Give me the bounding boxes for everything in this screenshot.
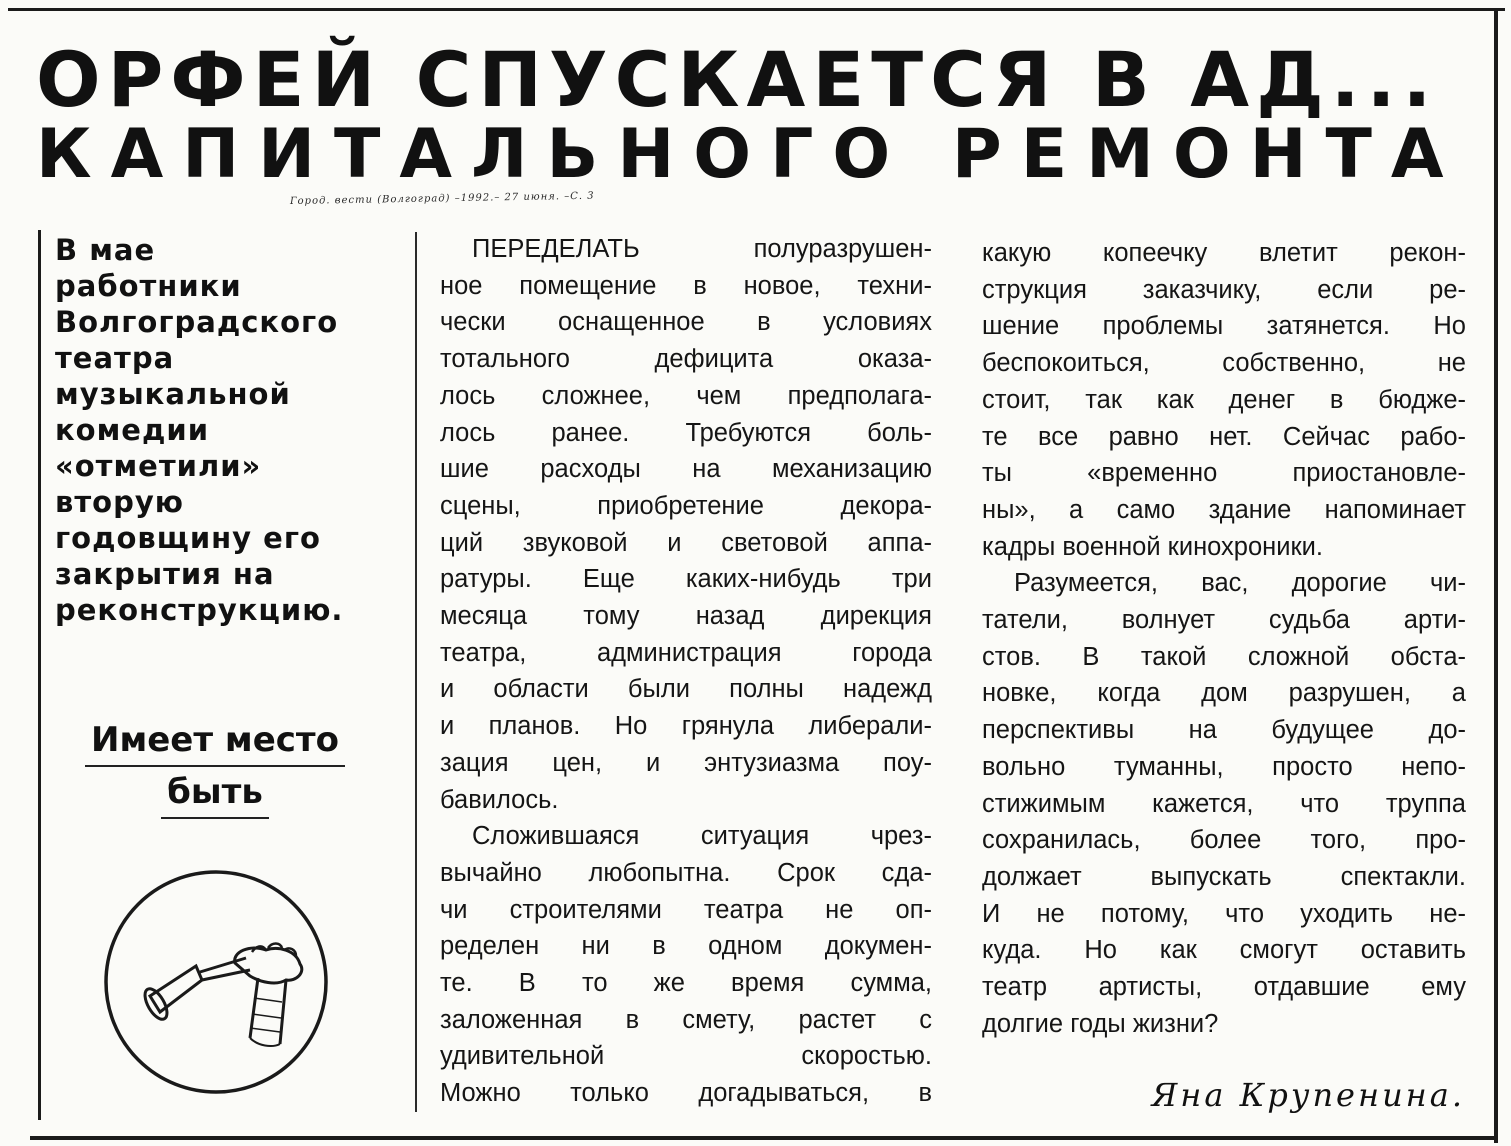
text-line: бавилось. xyxy=(440,785,559,814)
text-line: стоит, так как денег в бюдже- xyxy=(982,385,1466,414)
text-line: ное помещение в новое, техни- xyxy=(440,271,932,300)
trumpet-hand-icon xyxy=(100,868,336,1098)
text-line: беспокоиться, собственно, не xyxy=(982,349,1466,378)
text-line: ций звуковой и световой аппа- xyxy=(440,528,932,557)
text-line: новке, когда дом разрушен, а xyxy=(982,679,1466,708)
text-line: струкция заказчику, если ре- xyxy=(982,275,1466,304)
text-line: должает выпускать спектакли. xyxy=(982,862,1466,891)
text-line: лось сложнее, чем предполага- xyxy=(440,381,932,410)
lead-line: театра xyxy=(55,341,175,375)
text-line: кадры военной кинохроники. xyxy=(982,532,1323,561)
text-line: ратуры. Еще каких-нибудь три xyxy=(440,565,932,594)
lead-line: вторую xyxy=(55,485,184,519)
headline-line-1: ОРФЕЙ СПУСКАЕТСЯ В АД... xyxy=(36,35,1439,124)
text-line: татели, волнует судьба арти- xyxy=(982,606,1466,635)
text-line: театр артисты, отдавшие ему xyxy=(982,973,1466,1002)
lead-line: музыкальной xyxy=(55,377,291,411)
author-signature: Яна Крупенина. xyxy=(1151,1076,1465,1114)
text-line: ты «временно приостановле- xyxy=(982,459,1466,488)
lead-line: работники xyxy=(55,269,242,303)
text-line: сохранилась, более того, про- xyxy=(982,826,1466,855)
text-line: и области были полны надежд xyxy=(440,675,932,704)
text-line: ределен ни в одном докумен- xyxy=(440,932,932,961)
lead-line: комедии xyxy=(55,413,210,447)
handwritten-source-note: Город. вести (Волгоград) –1992.– 27 июня. –С. 3 xyxy=(289,190,595,207)
rubric-line-2: быть xyxy=(161,767,269,819)
text-line: чи строителями театра не оп- xyxy=(440,895,932,924)
lead-line: «отметили» xyxy=(55,449,262,483)
text-line: месяца тому назад дирекция xyxy=(440,602,932,631)
rubric-heading xyxy=(40,715,390,819)
border-right xyxy=(1494,8,1498,1143)
lead-line: В мае xyxy=(55,233,156,267)
article-column-1 xyxy=(440,231,932,1112)
text-line: стижимым кажется, что труппа xyxy=(982,789,1466,818)
column-separator xyxy=(415,232,417,1112)
text-line: заложенная в смету, растет с xyxy=(440,1005,932,1034)
rubric-line-1: Имеет место xyxy=(85,715,345,767)
lead-line: закрытия на xyxy=(55,557,275,591)
text-line: удивительной скоростью. xyxy=(440,1042,932,1071)
text-line: и планов. Но грянула либерали- xyxy=(440,712,932,741)
text-line: И не потому, что уходить не- xyxy=(982,899,1466,928)
lead-line: годовщину его xyxy=(55,521,321,555)
text-line: чески оснащенное в условиях xyxy=(440,308,932,337)
text-line: ны», а само здание напоминает xyxy=(982,495,1466,524)
text-line: Сложившаяся ситуация чрез- xyxy=(472,822,932,851)
headline-line-2: КАПИТАЛЬНОГО РЕМОНТА xyxy=(36,115,1463,194)
text-line: шение проблемы затянется. Но xyxy=(982,312,1466,341)
lead-line: Волгоградского xyxy=(55,305,339,339)
border-top xyxy=(8,8,1505,11)
text-line: те все равно нет. Сейчас рабо- xyxy=(982,422,1466,451)
text-line: Можно только догадываться, в xyxy=(440,1079,932,1108)
text-line: вольно туманны, просто непо- xyxy=(982,752,1466,781)
article-column-2 xyxy=(982,235,1466,1042)
border-bottom xyxy=(30,1136,1498,1140)
text-line: долгие годы жизни? xyxy=(982,1009,1219,1038)
text-line: театра, администрация города xyxy=(440,638,932,667)
border-left xyxy=(38,230,41,1120)
lead-line: реконструкцию. xyxy=(55,593,344,627)
text-line: сцены, приобретение декора- xyxy=(440,491,932,520)
text-line: лось ранее. Требуются боль- xyxy=(440,418,932,447)
text-line: Разумеется, вас, дорогие чи- xyxy=(1014,569,1466,598)
text-line: какую копеечку влетит рекон- xyxy=(982,239,1466,267)
text-line: куда. Но как смогут оставить xyxy=(982,936,1466,965)
lead-paragraph xyxy=(55,232,410,628)
text-line: стов. В такой сложной обста- xyxy=(982,642,1466,671)
text-line: те. В то же время сумма, xyxy=(440,969,932,998)
text-line: шие расходы на механизацию xyxy=(440,455,932,484)
text-line: перспективы на будущее до- xyxy=(982,716,1466,745)
text-line: тотального дефицита оказа- xyxy=(440,345,932,374)
text-line: зация цен, и энтузиазма поу- xyxy=(440,748,932,777)
text-line: ПЕРЕДЕЛАТЬ полуразрушен- xyxy=(472,235,932,263)
text-line: вычайно любопытна. Срок сда- xyxy=(440,858,932,887)
